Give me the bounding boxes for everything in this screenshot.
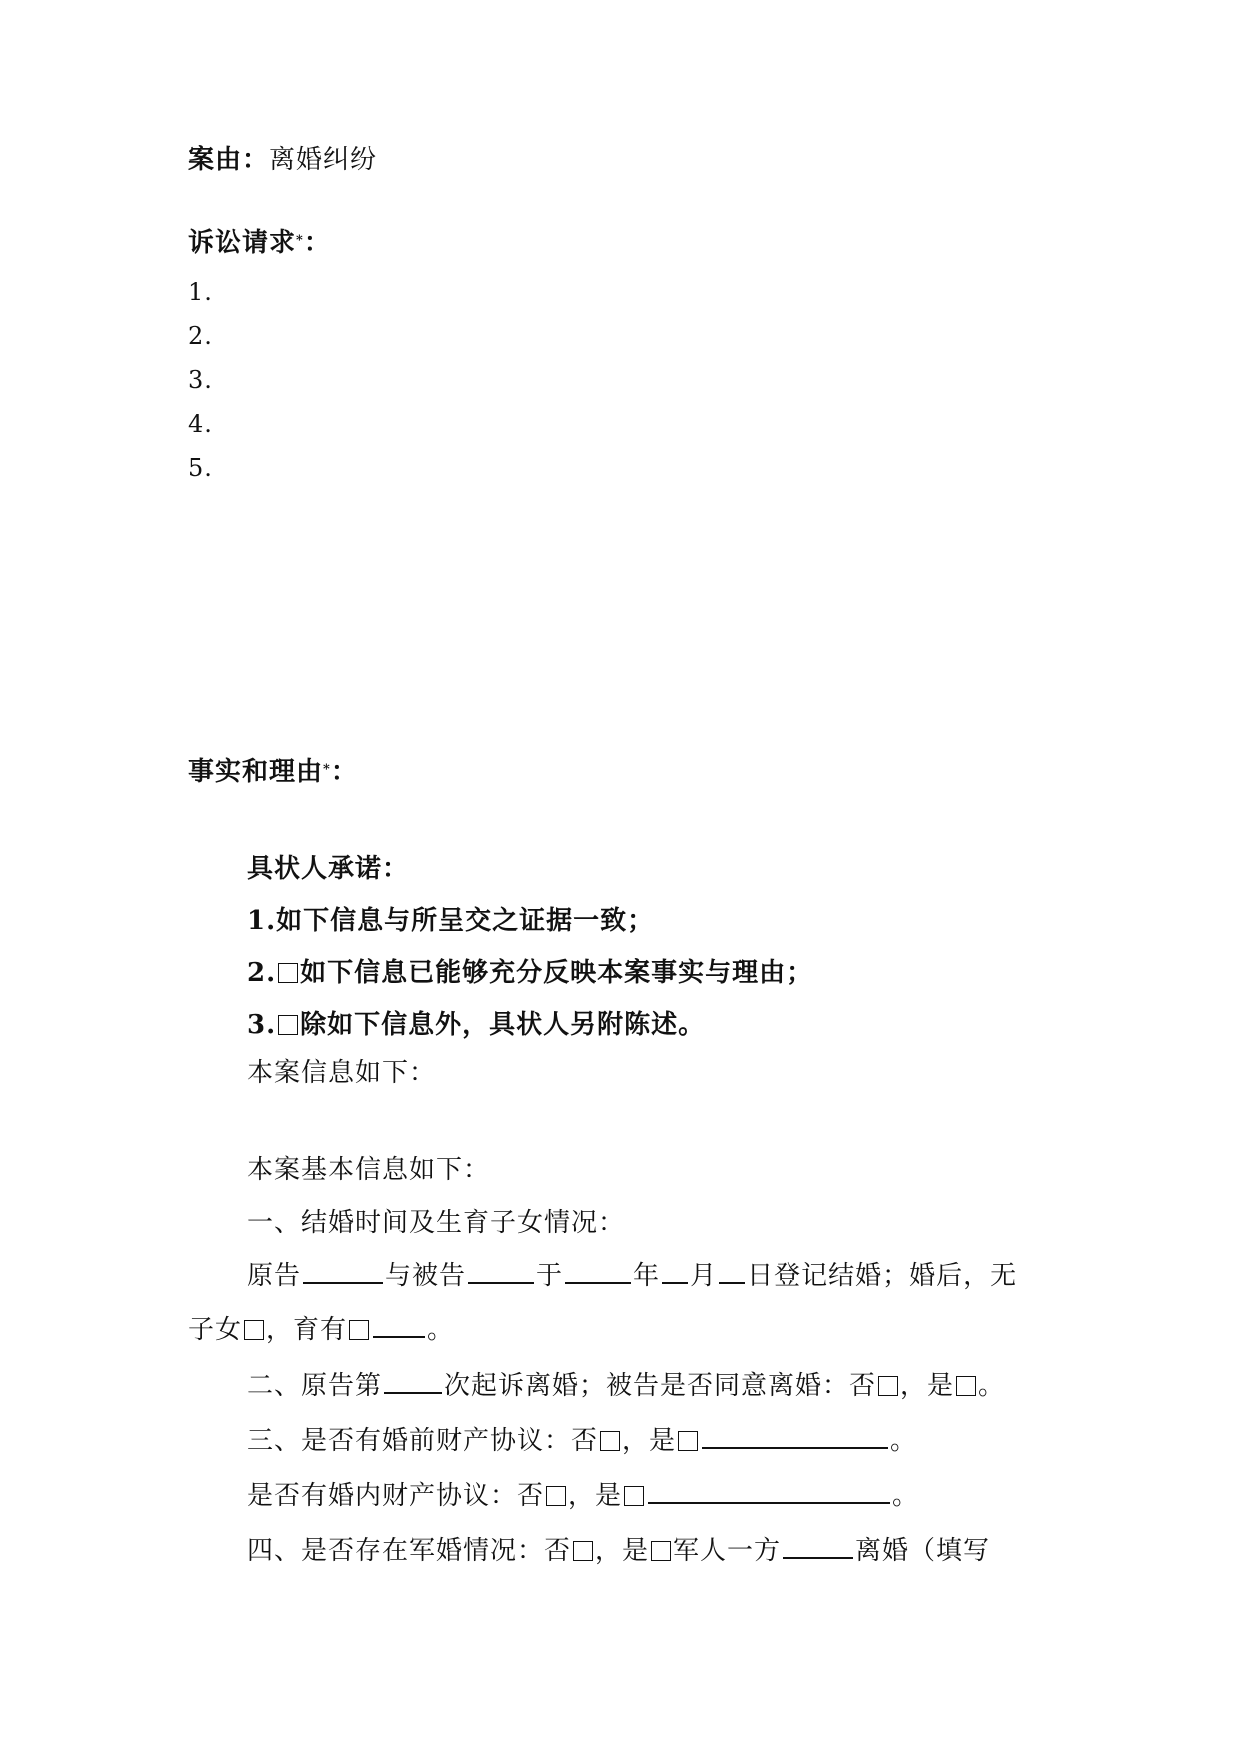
section3-text-b: ，是 [622,1426,677,1456]
month-blank[interactable] [662,1258,688,1284]
section4-line [247,1531,990,1571]
claims-heading [188,223,331,263]
section2-text-a: 二、原告第 [247,1371,383,1401]
facts-heading-text: 事实和理由 [188,757,324,787]
day-blank[interactable] [719,1258,745,1284]
pledge-line-2-num: 2. [247,958,277,988]
basic-info-intro: 本案基本信息如下： [247,1155,491,1185]
children-text-end: 。 [427,1315,455,1345]
checkbox-postnup-no[interactable] [546,1486,566,1506]
pledge-line-2 [247,953,813,993]
checkbox-pledge-3[interactable] [278,1015,298,1035]
section4-text-c: 军人一方 [673,1536,782,1566]
claim-item-1: 1. [188,278,213,306]
checkbox-have-children[interactable] [349,1320,369,1340]
prenup-detail-blank[interactable] [702,1423,888,1449]
checkbox-military-yes[interactable] [651,1541,671,1561]
pledge-line-3-text: 除如下信息外，具状人另附陈述。 [300,1010,706,1040]
children-text-have: ，育有 [266,1315,348,1345]
defendant-name-blank[interactable] [468,1258,534,1284]
section2-line [247,1366,1005,1406]
case-cause-value: 离婚纠纷 [269,145,378,175]
checkbox-pledge-2[interactable] [278,963,298,983]
checkbox-defendant-agree[interactable] [956,1376,976,1396]
marriage-text-year: 年 [633,1261,661,1291]
section3-line-1 [247,1421,917,1461]
claim-item-5: 5. [188,454,213,482]
claims-heading-colon: ： [303,228,331,258]
postnup-detail-blank[interactable] [648,1478,890,1504]
plaintiff-name-blank[interactable] [303,1258,383,1284]
section3-text-f: 。 [892,1481,920,1511]
section3-text-d: 是否有婚内财产协议：否 [247,1481,545,1511]
pledge-line-1: 1.如下信息与所呈交之证据一致； [247,906,655,936]
section3-text-e: ，是 [568,1481,623,1511]
facts-heading [188,752,358,792]
case-cause-line [188,140,377,180]
checkbox-prenup-yes[interactable] [678,1431,698,1451]
marriage-text-plaintiff: 原告 [247,1261,302,1291]
marriage-text-on: 于 [536,1261,564,1291]
case-cause-label: 案由： [188,145,270,175]
pledge-line-2-text: 如下信息已能够充分反映本案事实与理由； [300,958,814,988]
claims-heading-text: 诉讼请求 [188,228,297,258]
section2-text-d: 。 [978,1371,1006,1401]
marriage-text-day: 日登记结婚；婚后，无 [747,1261,1018,1291]
marriage-text-month: 月 [690,1261,718,1291]
children-line [188,1310,454,1350]
section3-text-c: 。 [890,1426,918,1456]
section4-text-b: ，是 [595,1536,650,1566]
facts-heading-colon: ： [330,757,358,787]
filing-count-blank[interactable] [384,1368,442,1394]
claim-item-3: 3. [188,366,213,394]
section3-line-2 [247,1476,919,1516]
checkbox-defendant-disagree[interactable] [878,1376,898,1396]
military-detail-blank[interactable] [783,1533,853,1559]
info-intro: 本案信息如下： [247,1058,437,1088]
marriage-line [247,1256,1017,1296]
section4-text-a: 四、是否存在军婚情况：否 [247,1536,572,1566]
marriage-text-defendant: 与被告 [385,1261,467,1291]
required-star: * [296,233,304,248]
pledge-line-3-num: 3. [247,1010,277,1040]
section2-text-c: ，是 [900,1371,955,1401]
section1-title: 一、结婚时间及生育子女情况： [247,1208,626,1238]
section3-text-a: 三、是否有婚前财产协议：否 [247,1426,599,1456]
children-text-none: 子女 [188,1315,243,1345]
required-star: * [323,762,331,777]
pledge-title: 具状人承诺： [247,854,410,884]
checkbox-prenup-no[interactable] [600,1431,620,1451]
year-blank[interactable] [565,1258,631,1284]
checkbox-military-no[interactable] [573,1541,593,1561]
section2-text-b: 次起诉离婚；被告是否同意离婚：否 [444,1371,877,1401]
section4-text-d: 离婚（填写 [855,1536,991,1566]
claim-item-2: 2. [188,322,213,350]
checkbox-no-children[interactable] [244,1320,264,1340]
claim-item-4: 4. [188,410,213,438]
pledge-line-3 [247,1005,705,1045]
checkbox-postnup-yes[interactable] [624,1486,644,1506]
children-count-blank[interactable] [373,1312,425,1338]
